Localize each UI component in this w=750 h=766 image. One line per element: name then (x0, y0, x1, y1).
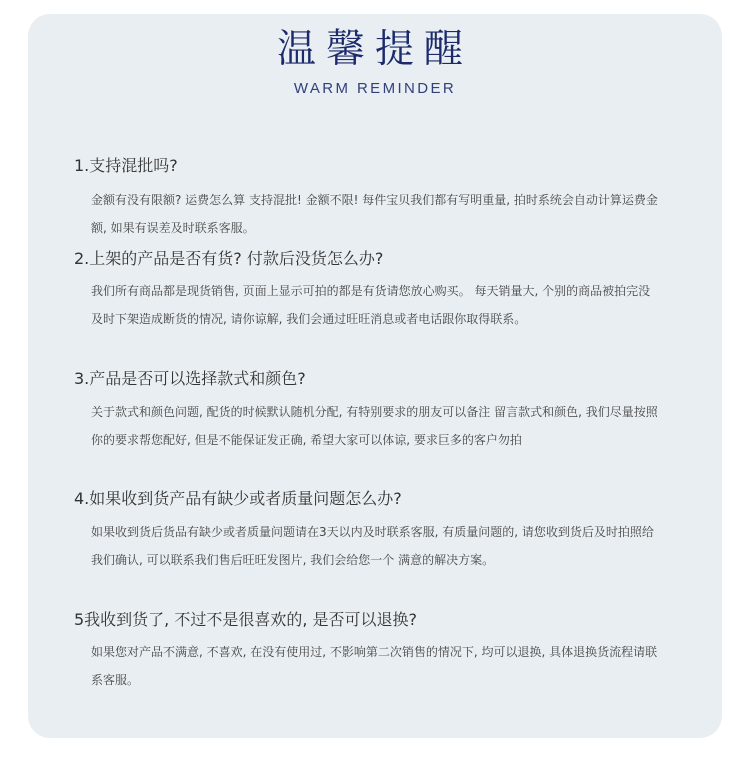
faq-question-1: 1.支持混批吗? (74, 156, 178, 175)
faq-answer-2: 我们所有商品都是现货销售, 页面上显示可拍的都是有货请您放心购买。 每天销量大, 个别的商品被拍完没及时下架造成断货的情况, 请你谅解, 我们会通过旺旺消息或者电话跟你取得联系。 (91, 284, 651, 326)
faq-answer-1: 金额有没有限额? 运费怎么算 支持混批! 金额不限! 每件宝贝我们都有写明重量, 拍时系统会自动计算运费金额, 如果有误差及时联系客服。 (91, 193, 658, 235)
faq-question-3: 3.产品是否可以选择款式和颜色? (74, 369, 306, 388)
faq-question-2: 2.上架的产品是否有货? 付款后没货怎么办? (74, 249, 384, 268)
faq-answer-5: 如果您对产品不满意, 不喜欢, 在没有使用过, 不影响第二次销售的情况下, 均可以退换, 具体退换货流程请联系客服。 (91, 645, 658, 687)
faq-question-5: 5我收到货了, 不过不是很喜欢的, 是否可以退换? (74, 610, 418, 629)
page-title: 温馨提醒 (276, 27, 473, 72)
faq-answer-3: 关于款式和颜色问题, 配货的时候默认随机分配, 有特别要求的朋友可以备注 留言款式和颜色, 我们尽量按照你的要求帮您配好, 但是不能保证发正确, 希望大家可以体谅, 要求巨多的客户勿拍 (91, 405, 658, 447)
faq-answer-4: 如果收到货后货品有缺少或者质量问题请在3天以内及时联系客服, 有质量问题的, 请您收到货后及时拍照给我们确认, 可以联系我们售后旺旺发图片, 我们会给您一个 满意的解决方案。 (91, 525, 654, 567)
faq-question-4: 4.如果收到货产品有缺少或者质量问题怎么办? (74, 489, 402, 508)
page-subtitle: WARM REMINDER (293, 80, 457, 97)
